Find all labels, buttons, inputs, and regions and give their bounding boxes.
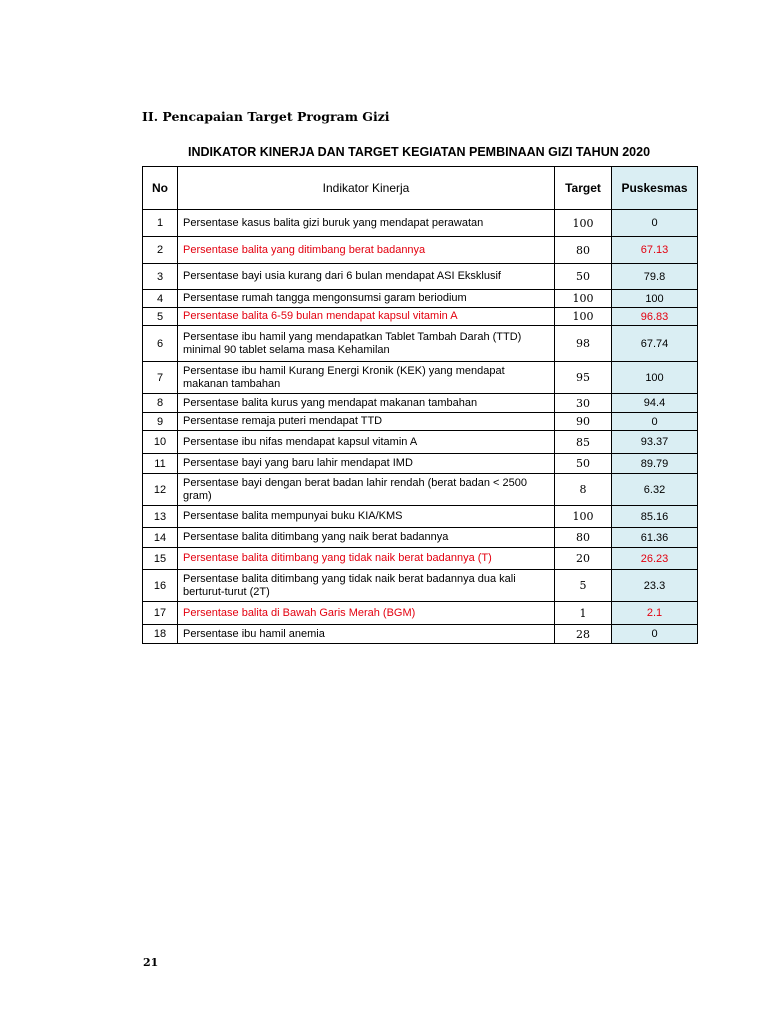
cell-puskesmas: 6.32 — [612, 474, 698, 506]
cell-no: 11 — [143, 454, 178, 474]
cell-no: 17 — [143, 602, 178, 625]
cell-puskesmas: 93.37 — [612, 431, 698, 454]
page-number: 21 — [143, 956, 159, 969]
header-no: No — [143, 167, 178, 210]
cell-no: 2 — [143, 237, 178, 264]
cell-target: 50 — [555, 454, 612, 474]
cell-no: 16 — [143, 570, 178, 602]
table-row — [143, 362, 698, 394]
cell-indikator: Persentase balita ditimbang yang naik berat badannya — [178, 528, 555, 548]
cell-puskesmas: 26.23 — [612, 548, 698, 570]
table-header-row — [143, 167, 698, 210]
cell-indikator: Persentase bayi dengan berat badan lahir rendah (berat badan < 2500 gram) — [178, 474, 555, 506]
cell-puskesmas: 85.16 — [612, 506, 698, 528]
header-target: Target — [555, 167, 612, 210]
header-puskesmas: Puskesmas — [612, 167, 698, 210]
cell-indikator: Persentase bayi yang baru lahir mendapat IMD — [178, 454, 555, 474]
cell-target: 90 — [555, 413, 612, 431]
cell-no: 5 — [143, 308, 178, 326]
cell-target: 95 — [555, 362, 612, 394]
cell-no: 18 — [143, 625, 178, 644]
table-row — [143, 308, 698, 326]
cell-puskesmas: 0 — [612, 625, 698, 644]
table-row — [143, 210, 698, 237]
cell-puskesmas: 0 — [612, 413, 698, 431]
table-row — [143, 474, 698, 506]
cell-puskesmas: 23.3 — [612, 570, 698, 602]
cell-target: 50 — [555, 264, 612, 290]
cell-target: 100 — [555, 308, 612, 326]
cell-target: 85 — [555, 431, 612, 454]
table-row — [143, 506, 698, 528]
cell-indikator: Persentase ibu hamil yang mendapatkan Tablet Tambah Darah (TTD) minimal 90 tablet selama masa Kehamilan — [178, 326, 555, 362]
cell-target: 100 — [555, 506, 612, 528]
cell-target: 8 — [555, 474, 612, 506]
cell-puskesmas: 89.79 — [612, 454, 698, 474]
cell-no: 9 — [143, 413, 178, 431]
cell-target: 98 — [555, 326, 612, 362]
table-row — [143, 454, 698, 474]
cell-target: 100 — [555, 210, 612, 237]
cell-indikator: Persentase balita ditimbang yang tidak naik berat badannya dua kali berturut-turut (2T) — [178, 570, 555, 602]
cell-target: 28 — [555, 625, 612, 644]
indicator-table — [142, 166, 698, 644]
cell-no: 13 — [143, 506, 178, 528]
table-row — [143, 548, 698, 570]
cell-puskesmas: 100 — [612, 362, 698, 394]
cell-puskesmas: 2.1 — [612, 602, 698, 625]
cell-puskesmas: 67.74 — [612, 326, 698, 362]
table-title: INDIKATOR KINERJA DAN TARGET KEGIATAN PEMBINAAN GIZI TAHUN 2020 — [187, 145, 651, 159]
cell-puskesmas: 100 — [612, 290, 698, 308]
cell-indikator: Persentase balita ditimbang yang tidak naik berat badannya (T) — [178, 548, 555, 570]
cell-target: 80 — [555, 237, 612, 264]
cell-target: 20 — [555, 548, 612, 570]
cell-indikator: Persentase remaja puteri mendapat TTD — [178, 413, 555, 431]
cell-indikator: Persentase balita di Bawah Garis Merah (BGM) — [178, 602, 555, 625]
cell-no: 14 — [143, 528, 178, 548]
header-indikator: Indikator Kinerja — [178, 167, 555, 210]
cell-indikator: Persentase balita kurus yang mendapat makanan tambahan — [178, 394, 555, 413]
table-row — [143, 431, 698, 454]
cell-indikator: Persentase balita yang ditimbang berat badannya — [178, 237, 555, 264]
cell-no: 1 — [143, 210, 178, 237]
cell-no: 15 — [143, 548, 178, 570]
cell-puskesmas: 67.13 — [612, 237, 698, 264]
section-title: II. Pencapaian Target Program Gizi — [142, 109, 390, 124]
cell-target: 100 — [555, 290, 612, 308]
cell-indikator: Persentase balita 6-59 bulan mendapat kapsul vitamin A — [178, 308, 555, 326]
cell-indikator: Persentase rumah tangga mengonsumsi garam beriodium — [178, 290, 555, 308]
cell-target: 5 — [555, 570, 612, 602]
cell-indikator: Persentase ibu hamil Kurang Energi Kronik (KEK) yang mendapat makanan tambahan — [178, 362, 555, 394]
cell-puskesmas: 79.8 — [612, 264, 698, 290]
table-row — [143, 528, 698, 548]
cell-indikator: Persentase kasus balita gizi buruk yang mendapat perawatan — [178, 210, 555, 237]
table-row — [143, 625, 698, 644]
cell-no: 6 — [143, 326, 178, 362]
table-row — [143, 602, 698, 625]
cell-indikator: Persentase balita mempunyai buku KIA/KMS — [178, 506, 555, 528]
table-row — [143, 237, 698, 264]
cell-no: 7 — [143, 362, 178, 394]
cell-no: 10 — [143, 431, 178, 454]
table-row — [143, 394, 698, 413]
cell-no: 4 — [143, 290, 178, 308]
table-row — [143, 264, 698, 290]
cell-indikator: Persentase ibu nifas mendapat kapsul vitamin A — [178, 431, 555, 454]
table-row — [143, 326, 698, 362]
table-row — [143, 413, 698, 431]
cell-target: 80 — [555, 528, 612, 548]
cell-puskesmas: 96.83 — [612, 308, 698, 326]
cell-puskesmas: 61.36 — [612, 528, 698, 548]
cell-indikator: Persentase bayi usia kurang dari 6 bulan mendapat ASI Eksklusif — [178, 264, 555, 290]
cell-indikator: Persentase ibu hamil anemia — [178, 625, 555, 644]
table-row — [143, 290, 698, 308]
table-row — [143, 570, 698, 602]
cell-target: 1 — [555, 602, 612, 625]
cell-no: 12 — [143, 474, 178, 506]
cell-target: 30 — [555, 394, 612, 413]
cell-no: 8 — [143, 394, 178, 413]
cell-puskesmas: 94.4 — [612, 394, 698, 413]
cell-no: 3 — [143, 264, 178, 290]
cell-puskesmas: 0 — [612, 210, 698, 237]
